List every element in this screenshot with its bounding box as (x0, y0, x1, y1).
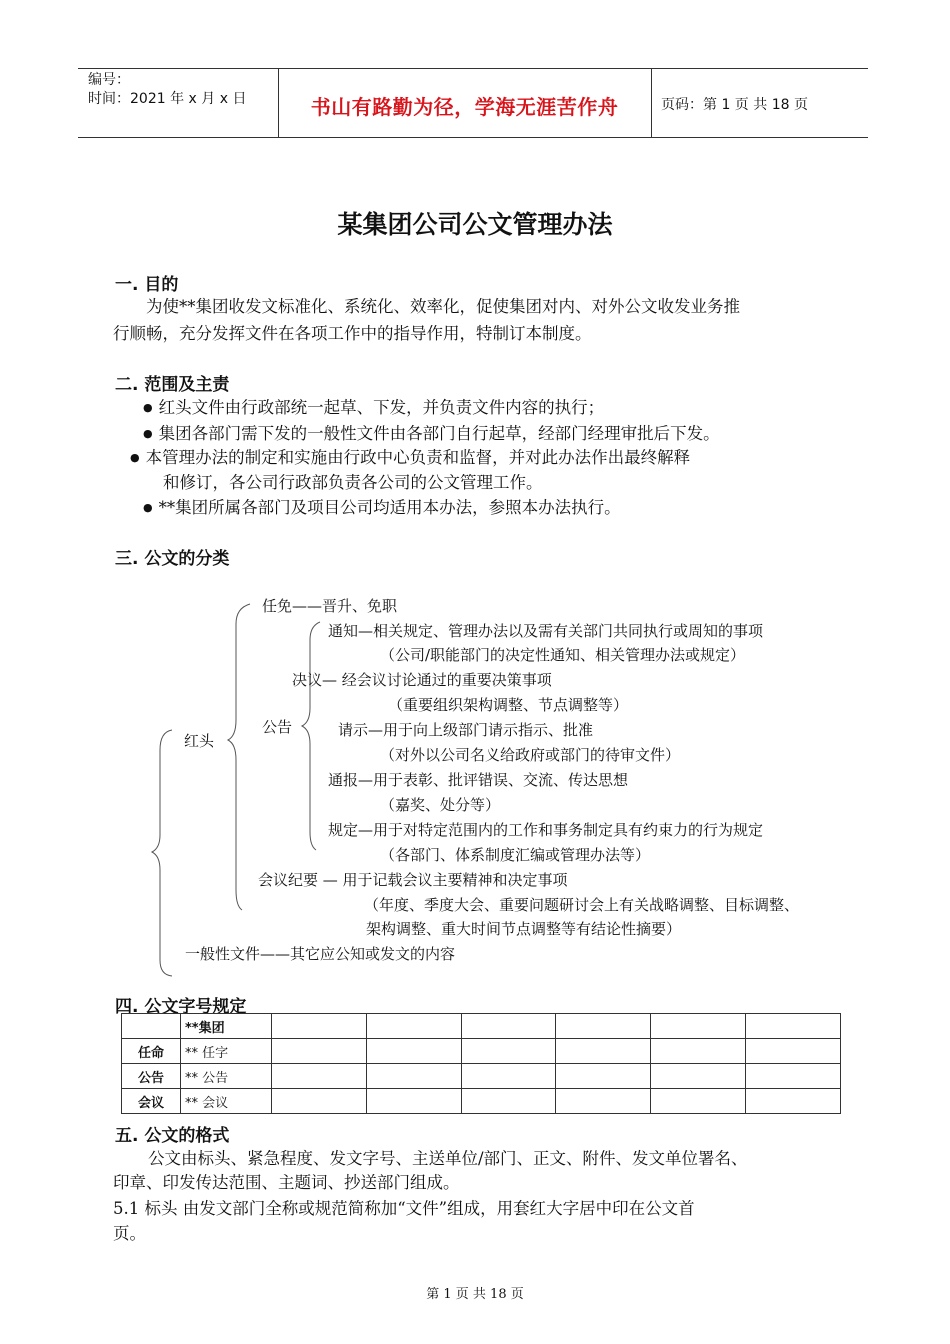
item-bulletin-sub: （嘉奖、处分等） (380, 796, 501, 814)
table-row (122, 1064, 841, 1089)
item-notice: 通知—相关规定、管理办法以及需有关部门共同执行或周知的事项 (328, 622, 764, 640)
bullet-item-continued: 和修订，各公司行政部负责各公司的公文管理工作。 (163, 473, 543, 492)
row-value: ** 会议 (181, 1089, 272, 1114)
category-red-head: 红头 (184, 732, 215, 750)
section-3-heading: 三. 公文的分类 (115, 549, 230, 569)
item-minutes-sub: （年度、季度大会、重要问题研讨会上有关战略调整、目标调整、 (364, 896, 800, 914)
bullet-item: ● 红头文件由行政部统一起草、下发，并负责文件内容的执行； (143, 394, 604, 418)
header-page-info: 页码：第 1 页 共 18 页 (661, 97, 808, 113)
item-resolution: 决议— 经会议讨论通过的重要决策事项 (292, 671, 552, 689)
item-rules: 规定—用于对特定范围内的工作和事务制定具有约束力的行为规定 (328, 821, 764, 839)
row-key: 任命 (122, 1039, 181, 1064)
row-key: 会议 (122, 1089, 181, 1114)
item-resolution-sub: （重要组织架构调整、节点调整等） (388, 696, 629, 714)
classification-brace-diagram (150, 600, 330, 980)
item-request-sub: （对外以公司名义给政府或部门的待审文件） (380, 746, 681, 764)
section-4-heading: 四. 公文字号规定 (115, 997, 247, 1017)
outer-brace (152, 730, 172, 976)
category-announce: 公告 (262, 718, 293, 736)
document-header (78, 68, 868, 138)
header-meta (88, 71, 246, 109)
table-header-cell: **集团 (181, 1014, 272, 1039)
item-minutes-sub: 架构调整、重大时间节点调整等有结论性摘要） (366, 920, 682, 938)
section-5-text: 印章、印发传达范围、主题词、抄送部门组成。 (113, 1173, 460, 1192)
category-general: 一般性文件——其它应公知或发文的内容 (185, 945, 456, 963)
item-rules-sub: （各部门、体系制度汇编或管理办法等） (380, 846, 651, 864)
red-head-brace (228, 604, 250, 910)
section-5-heading: 五. 公文的格式 (115, 1126, 230, 1146)
table-row (122, 1014, 841, 1039)
bullet-item: ● 本管理办法的制定和实施由行政中心负责和监督，并对此办法作出最终解释 (130, 444, 690, 468)
item-notice-sub: （公司/职能部门的决定性通知、相关管理办法或规定） (380, 646, 746, 664)
row-value: ** 公告 (181, 1064, 272, 1089)
bullet-item: ● 集团各部门需下发的一般性文件由各部门自行起草，经部门经理审批后下发。 (143, 420, 720, 444)
row-key: 公告 (122, 1064, 181, 1089)
section-5-text: 5.1 标头 由发文部门全称或规范简称加“文件”组成，用套红大字居中印在公文首 (113, 1199, 695, 1218)
header-motto: 书山有路勤为径，学海无涯苦作舟 (310, 95, 619, 119)
item-minutes: 会议纪要 — 用于记载会议主要精神和决定事项 (258, 871, 568, 889)
page-title: 某集团公司公文管理办法 (337, 210, 613, 239)
section-2-heading: 二. 范围及主责 (115, 375, 230, 395)
announce-brace (302, 622, 320, 850)
table-row (122, 1089, 841, 1114)
page-footer: 第 1 页 共 18 页 (426, 1287, 524, 1302)
section-1-text: 为使**集团收发文标准化、系统化、效率化，促使集团对内、对外公文收发业务推 (146, 297, 740, 316)
table-row (122, 1039, 841, 1064)
serial-label: 编号： (88, 72, 130, 88)
item-request: 请示—用于向上级部门请示指示、批准 (338, 721, 594, 739)
item-appoint: 任免——晋升、免职 (262, 597, 398, 615)
section-5-text: 公文由标头、紧急程度、发文字号、主送单位/部门、正文、附件、发文单位署名、 (148, 1149, 748, 1168)
section-5-text: 页。 (113, 1224, 146, 1243)
section-1-text: 行顺畅，充分发挥文件在各项工作中的指导作用，特制订本制度。 (113, 324, 592, 343)
time-label: 时间：2021 年 x 月 x 日 (88, 91, 247, 107)
row-value: ** 任字 (181, 1039, 272, 1064)
item-bulletin: 通报—用于表彰、批评错误、交流、传达思想 (328, 771, 629, 789)
bullet-item: ● **集团所属各部门及项目公司均适用本办法，参照本办法执行。 (143, 494, 621, 518)
section-1-heading: 一. 目的 (115, 275, 179, 295)
document-number-table (121, 1013, 841, 1114)
